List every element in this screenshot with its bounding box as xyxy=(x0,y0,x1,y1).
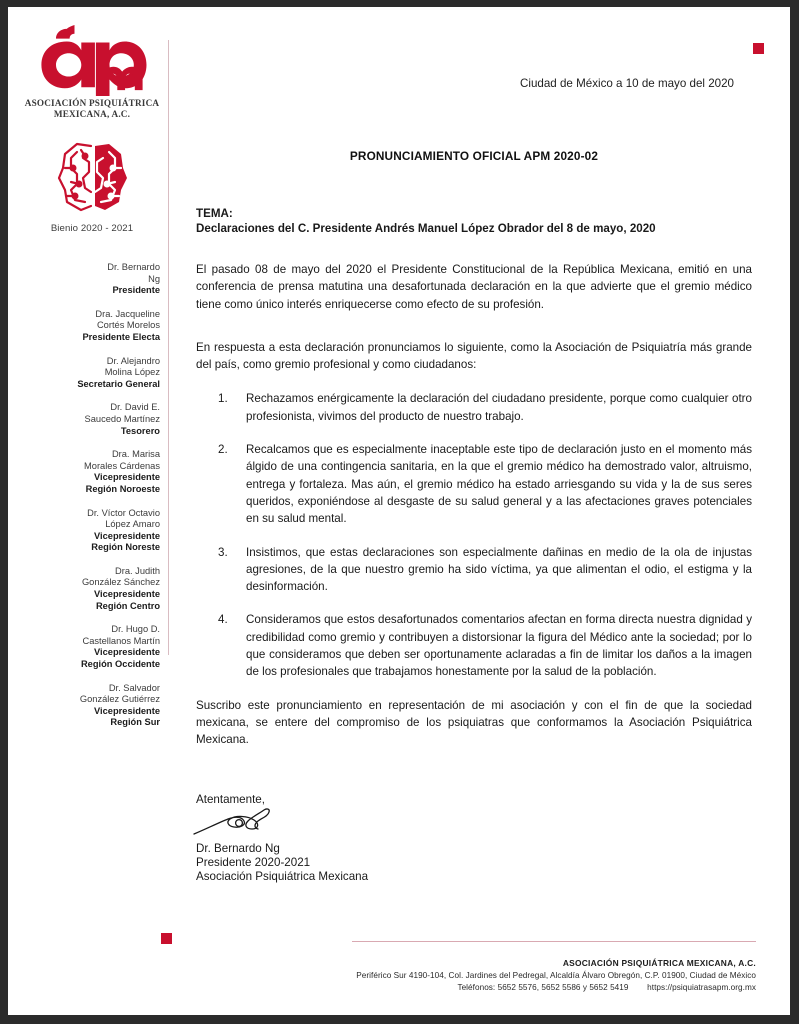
officer-role: Vicepresidente Región Centro xyxy=(94,589,160,611)
bienio-label: Bienio 2020 - 2021 xyxy=(50,223,134,234)
subject-label: TEMA: xyxy=(196,207,233,220)
signature-role: Presidente 2020-2021 xyxy=(196,855,311,869)
apm-logo-caption-line2: MEXICANA, A.C. xyxy=(53,109,131,119)
apm-logo xyxy=(16,24,168,120)
paragraph-2: En respuesta a esta declaración pronunciamos lo siguiente, como la Asociación de Psiquiatría más grande del país, como gremio profesional y como ciudadanos: xyxy=(196,340,752,372)
scan-edge-top xyxy=(0,0,799,7)
claim-number: 1. xyxy=(218,392,228,406)
signature-organization: Asociación Psiquiátrica Mexicana xyxy=(196,870,369,884)
footer-phones: Teléfonos: 5652 5576, 5652 5586 y 5652 5419 xyxy=(457,983,629,993)
officer-entry xyxy=(16,508,160,554)
footer-organization: ASOCIACIÓN PSIQUIÁTRICA MEXICANA, A.C. xyxy=(562,958,756,969)
officer-entry xyxy=(16,683,160,729)
decorative-square-bottom-left xyxy=(161,933,172,944)
footer-divider xyxy=(352,941,756,942)
footer-address: Periférico Sur 4190-104, Col. Jardines del Pedregal, Alcaldía Álvaro Obregón, C.P. 01900, Ciudad de México xyxy=(356,971,756,981)
scan-edge-right xyxy=(790,0,799,1024)
officer-name: Dr. David E. Saucedo Martínez xyxy=(84,402,160,424)
officer-role: Secretario General xyxy=(77,378,160,389)
officers-list xyxy=(16,262,168,729)
signature-block xyxy=(196,793,752,885)
officer-role: Vicepresidente Región Noreste xyxy=(91,530,160,553)
claims-list xyxy=(196,390,752,680)
officer-entry xyxy=(16,566,160,612)
claim-text: Insistimos, que estas declaraciones son especialmente dañinas en medio de la ola de injustas agresiones, de la que nuestro gremio ha sido víctima, ya que alimentan el odio, el estigma y la desinformación. xyxy=(246,545,752,594)
decorative-square-top-right xyxy=(753,43,764,54)
claim-number: 2. xyxy=(218,443,228,457)
officer-role: Vicepresidente Región Sur xyxy=(94,705,160,728)
claim-text: Consideramos que estos desafortunados comentarios afectan en forma directa nuestra dignidad y credibilidad como gremio y contribuyen a distorsionar la figura del Médico ante la sociedad; por lo que consideramos que deben ser oportunamente aclaradas a fin de limitar los daños a la imagen de los profesionales que trabajamos honestamente por la salud de la población. xyxy=(246,613,752,679)
officer-entry xyxy=(16,356,160,391)
officer-role: Tesorero xyxy=(120,425,160,436)
officer-name: Dra. Marisa Morales Cárdenas xyxy=(84,449,160,471)
footer-contact xyxy=(352,983,756,992)
officer-role: Vicepresidente Región Occidente xyxy=(80,647,160,670)
officer-entry xyxy=(16,624,160,670)
officer-name: Dr. Hugo D. Castellanos Martín xyxy=(82,624,160,646)
paragraph-1: El pasado 08 de mayo del 2020 el Presidente Constitucional de la República Mexicana, emitió en una conferencia de prensa matutina una desafortunada declaración en la que advierte que el gremio médico tiene como único interés enriquecerse como efecto de su profesión. xyxy=(196,263,752,311)
officer-role: Presidente Electa xyxy=(82,331,160,342)
apm-monogram-icon xyxy=(36,24,148,96)
claim-item xyxy=(196,611,752,680)
letterhead-sidebar xyxy=(16,24,168,741)
subject-block xyxy=(196,207,752,235)
signature-greeting: Atentamente, xyxy=(196,792,265,806)
claim-number: 3. xyxy=(218,545,228,559)
apm-logo-caption-line1: ASOCIACIÓN PSIQUIÁTRICA xyxy=(24,98,160,108)
closing-paragraph: Suscribo este pronunciamiento en representación de mi asociación y con el fin de que la sociedad mexicana, se entere del compromiso de los psiquiatras que conformamos la Asociación Psiquiátrica Mexicana. xyxy=(196,698,752,747)
date-line: Ciudad de México a 10 de mayo del 2020 xyxy=(520,77,734,90)
claim-number: 4. xyxy=(218,613,228,627)
page-title: PRONUNCIAMIENTO OFICIAL APM 2020-02 xyxy=(349,149,599,163)
claim-text: Rechazamos enérgicamente la declaración del ciudadano presidente, porque como cualquier otro profesionista, vivimos del producto de nuestro trabajo. xyxy=(246,392,752,423)
officer-role: Presidente xyxy=(112,285,160,296)
scan-edge-bottom xyxy=(0,1015,799,1024)
signature-name: Dr. Bernardo Ng xyxy=(196,841,280,855)
bienio-logo-block xyxy=(16,138,168,234)
page-footer xyxy=(352,941,756,992)
officer-name: Dra. Jacqueline Cortés Morelos xyxy=(95,308,160,331)
scan-edge-left xyxy=(0,0,8,1024)
footer-website[interactable]: https://psiquiatrasapm.org.mx xyxy=(647,983,756,993)
officer-entry xyxy=(16,309,160,344)
officer-name: Dr. Alejandro Molina López xyxy=(104,355,160,378)
officer-entry xyxy=(16,449,160,495)
handwritten-signature-icon xyxy=(192,807,322,837)
officer-name: Dr. Salvador González Gutiérrez xyxy=(79,682,160,705)
officer-name: Dr. Bernardo Ng xyxy=(107,262,160,284)
officer-role: Vicepresidente Región Noroeste xyxy=(85,472,160,494)
officer-entry xyxy=(16,402,160,437)
claim-item xyxy=(196,544,752,596)
claim-item xyxy=(196,390,752,425)
claim-item xyxy=(196,441,752,527)
letter-body xyxy=(196,24,752,885)
apm-logo-caption xyxy=(16,98,168,120)
officer-name: Dra. Judith González Sánchez xyxy=(81,565,160,588)
sidebar-divider xyxy=(168,40,169,655)
officer-entry xyxy=(16,262,160,297)
brain-circuit-icon xyxy=(53,138,131,216)
subject-text: Declaraciones del C. Presidente Andrés Manuel López Obrador del 8 de mayo, 2020 xyxy=(196,222,656,235)
officer-name: Dr. Víctor Octavio López Amaro xyxy=(87,507,160,530)
claim-text: Recalcamos que es especialmente inaceptable este tipo de declaración justo en el momento más álgido de una contingencia sanitaria, en la que el gremio médico ha demostrado valor, altruismo, entrega y fortaleza. Mas aún, el gremio médico ha estado arriesgando su vida y la de sus seres queridos, exponiéndose al desgaste de su salud general y a las afectaciones graves potenciales en su salud mental. xyxy=(246,443,752,526)
